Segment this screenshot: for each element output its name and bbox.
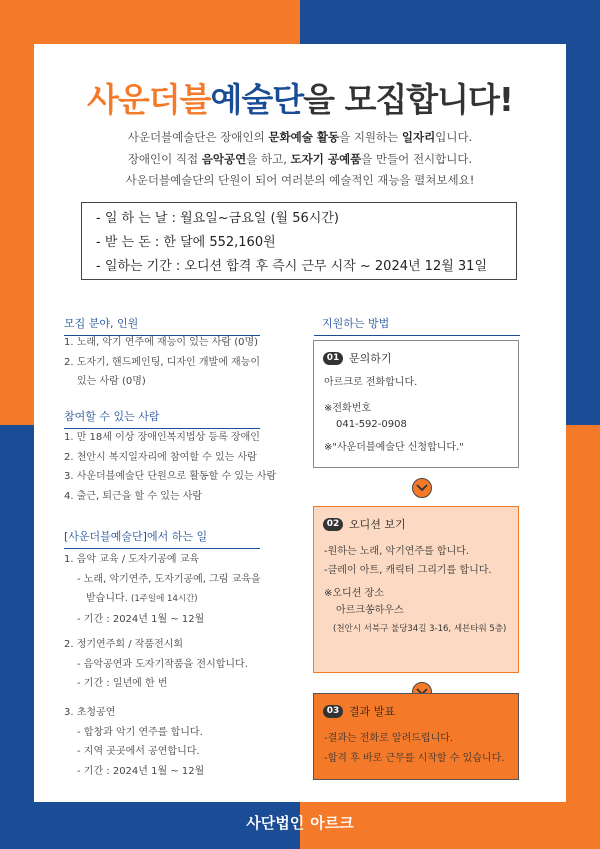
- step-1-title: 문의하기: [349, 352, 392, 365]
- step-2-title: 오디션 보기: [349, 518, 406, 531]
- step-3-box: 03 결과 발표 -결과는 전화로 알려드립니다. -합격 후 바로 근무를 시작할 수 있습니다.: [313, 693, 519, 780]
- organization-name: 사단법인 아르크: [246, 814, 354, 832]
- recruit-heading: 모집 분야, 인원: [64, 315, 260, 336]
- work-item-2: 2. 정기연주회 / 작품전시회 - 음악공연과 도자기작품을 전시합니다. - 기간 : 일년에 한 번: [64, 639, 248, 689]
- recruit-list: 1. 노래, 악기 연주에 재능이 있는 사람 (0명) 2. 도자기, 핸드페인팅, 디자인 개발에 재능이 있는 사람 (0명): [64, 337, 261, 387]
- step-1-box: 01 문의하기 아르크로 전화합니다. ※전화번호 041-592-0908 ※"사운더블예술단 신청합니다.": [313, 340, 519, 468]
- phone-number: 041-592-0908: [336, 419, 407, 430]
- eligible-heading: 참여할 수 있는 사람: [64, 408, 260, 429]
- eligible-list: 1. 만 18세 이상 장애인복지법상 등록 장애인 2. 천안시 복지일자리에 참여할 수 있는 사람 3. 사운더블예술단 단원으로 활동할 수 있는 사람 4. 출근, 퇴근을 할 수 있는 사람: [64, 432, 277, 502]
- intro-text: 사운더블예술단은 장애인의 문화예술 활동을 지원하는 일자리입니다. 장애인이 직접 음악공연을 하고, 도자기 공예품을 만들어 전시합니다. 사운더블예술단의 단원이 되어 여러분의 예술적인 재능을 펼쳐보세요!: [125, 130, 475, 187]
- step-2-badge: 02: [323, 518, 343, 531]
- poster-title: 사운더블예술단을 모집합니다!: [87, 80, 513, 119]
- work-item-3: 3. 초청공연 - 합창과 악기 연주를 합니다. - 지역 곳곳에서 공연합니다. - 기간 : 2024년 1월 ~ 12월: [64, 707, 205, 777]
- work-days: - 일 하 는 날 : 월요일~금요일 (월 56시간): [96, 211, 339, 226]
- work-item-1: 1. 음악 교육 / 도자기공예 교육 - 노래, 악기연주, 도자기공예, 그림 교육을 받습니다. (1주일에 14시간) - 기간 : 2024년 1월 ~ 12월: [64, 554, 261, 625]
- step-3-title: 결과 발표: [349, 705, 396, 718]
- step-2-box: 02 오디션 보기 -원하는 노래, 악기연주를 합니다. -클레이 아트, 캐릭터 그리기를 합니다. ※오디션 장소 아르크쏭하우스 (천안시 서북구 불당34길 3-16, 세븐타워 5층): [313, 506, 519, 673]
- work-heading: [사운더블예술단]에서 하는 일: [64, 528, 260, 549]
- step-3-badge: 03: [323, 705, 343, 718]
- work-period: - 일하는 기간 : 오디션 합격 후 즉시 근무 시작 ~ 2024년 12월 31일: [96, 259, 488, 274]
- audition-address: (천안시 서북구 불당34길 3-16, 세븐타워 5층): [333, 624, 507, 634]
- apply-heading: 지원하는 방법: [314, 315, 520, 336]
- step-1-badge: 01: [323, 352, 343, 365]
- pay: - 받 는 돈 : 한 달에 552,160원: [96, 235, 276, 250]
- chevron-down-icon: [412, 478, 432, 498]
- work-conditions-box: [81, 202, 517, 280]
